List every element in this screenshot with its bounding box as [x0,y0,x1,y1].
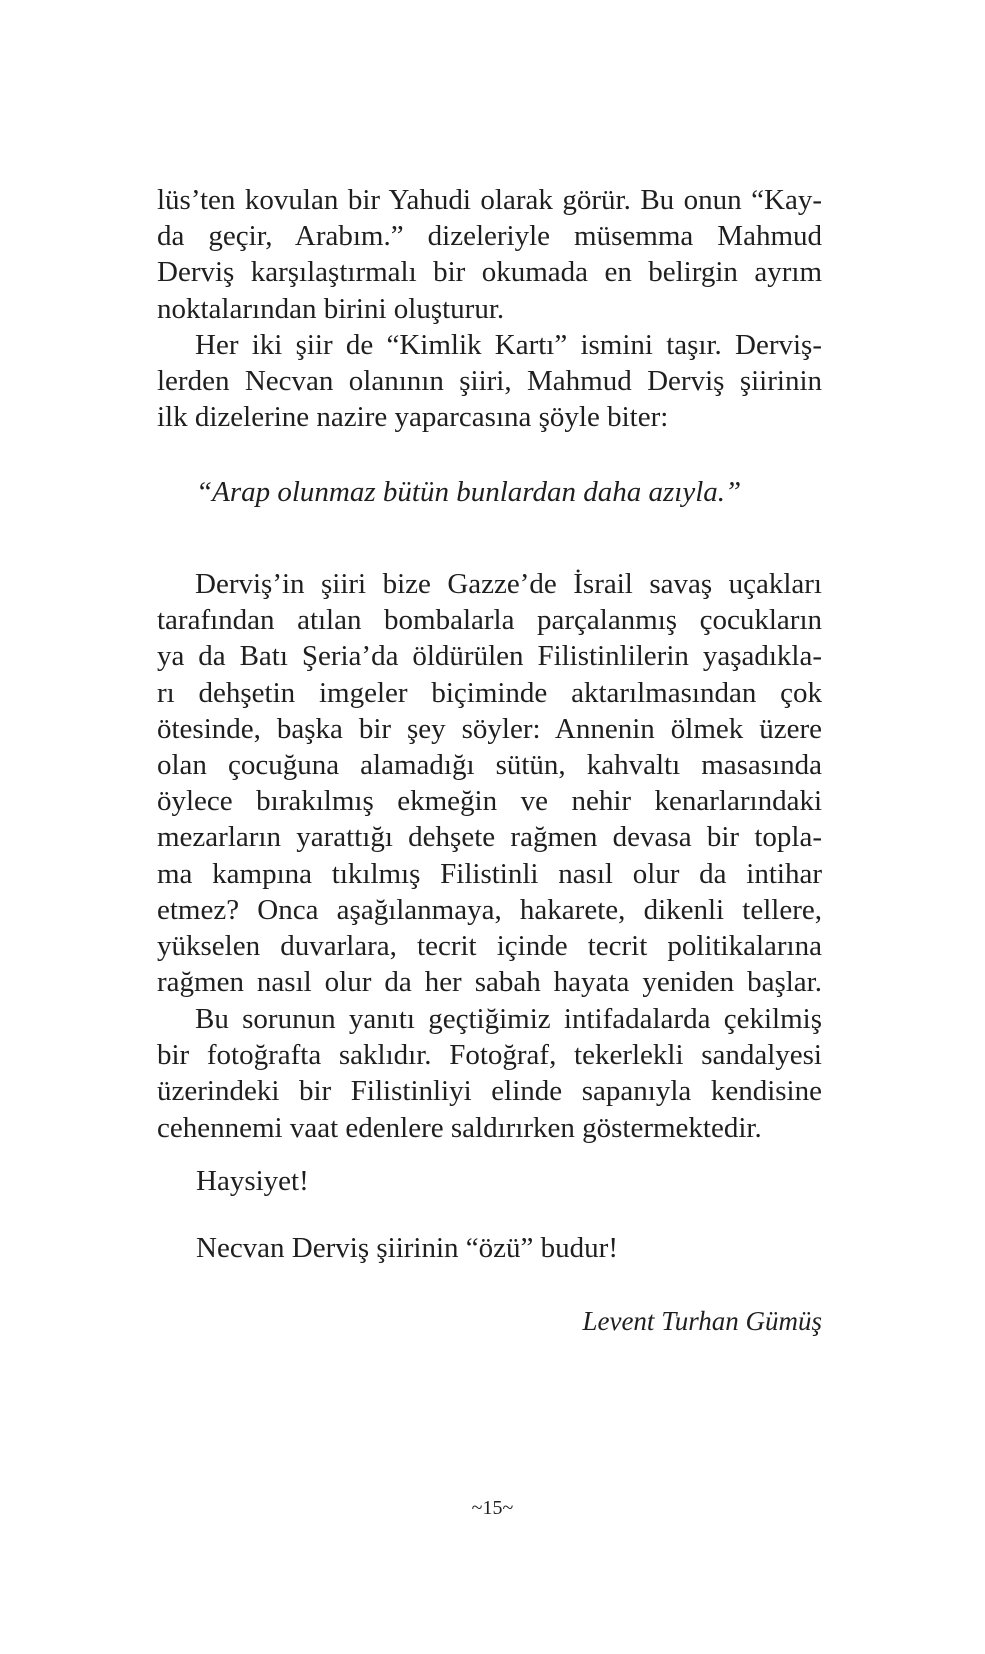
author-signature: Levent Turhan Gümüş [582,1306,822,1336]
paragraph-line: ötesinde, başka bir şey söyler: Annenin ölmek üzere [157,712,822,745]
paragraph-line: tarafından atılan bombalarla parçalanmış çocukların [157,604,822,637]
exclamation-line: Haysiyet! [196,1165,309,1197]
paragraph-3 [157,566,822,1000]
paragraph-line: Derviş karşılaştırmalı bir okumada en belirgin ayrım [157,256,822,289]
paragraph-line: ilk dizelerine nazire yaparcasına şöyle biter: [157,401,669,434]
paragraph-line: ya da Batı Şeria’da öldürülen Filistinlilerin yaşadıkla- [157,640,822,673]
closing-line: Necvan Derviş şiirinin “özü” budur! [196,1232,618,1264]
paragraph-line: üzerindeki bir Filistinliyi elinde sapanıyla kendisine [157,1075,822,1108]
paragraph-line: rağmen nasıl olur da her sabah hayata yeniden başlar. [157,966,822,999]
paragraph-line: lüs’ten kovulan bir Yahudi olarak görür. Bu onun “Kay- [157,184,822,216]
paragraph-line: bir fotoğrafta saklıdır. Fotoğraf, tekerlekli sandalyesi [157,1039,822,1072]
paragraph-line: öylece bırakılmış ekmeğin ve nehir kenarlarındaki [157,785,822,818]
paragraph-line: mezarların yarattığı dehşete rağmen devasa bir topla- [157,821,822,854]
paragraph-line: Derviş’in şiiri bize Gazze’de İsrail savaş uçakları [195,568,822,600]
paragraph-line: cehennemi vaat edenlere saldırırken göstermektedir. [157,1111,762,1144]
page-number: ~15~ [471,1497,514,1519]
paragraph-line: Bu sorunun yanıtı geçtiğimiz intifadalarda çekilmiş [195,1003,822,1035]
paragraph-line: Her iki şiir de “Kimlik Kartı” ismini taşır. Derviş- [195,329,822,361]
paragraph-line: ma kampına tıkılmış Filistinli nasıl olur da intihar [157,857,822,890]
paragraph-1 [157,182,822,327]
paragraph-line: lerden Necvan olanının şiiri, Mahmud Derviş şiirinin [157,365,822,398]
paragraph-line: rı dehşetin imgeler biçiminde aktarılmasından çok [157,676,822,709]
paragraph-line: da geçir, Arabım.” dizeleriyle müsemma Mahmud [157,220,822,253]
paragraph-4 [157,1001,822,1146]
poem-quote: “Arap olunmaz bütün bunlardan daha azıyla.” [196,476,742,508]
paragraph-line: yükselen duvarlara, tecrit içinde tecrit politikalarına [157,930,822,963]
paragraph-line: etmez? Onca aşağılanmaya, hakarete, dikenli tellere, [157,893,822,926]
paragraph-line: noktalarından birini oluşturur. [157,292,505,325]
paragraph-line: olan çocuğuna alamadığı sütün, kahvaltı masasında [157,749,822,782]
paragraph-2 [157,327,822,436]
